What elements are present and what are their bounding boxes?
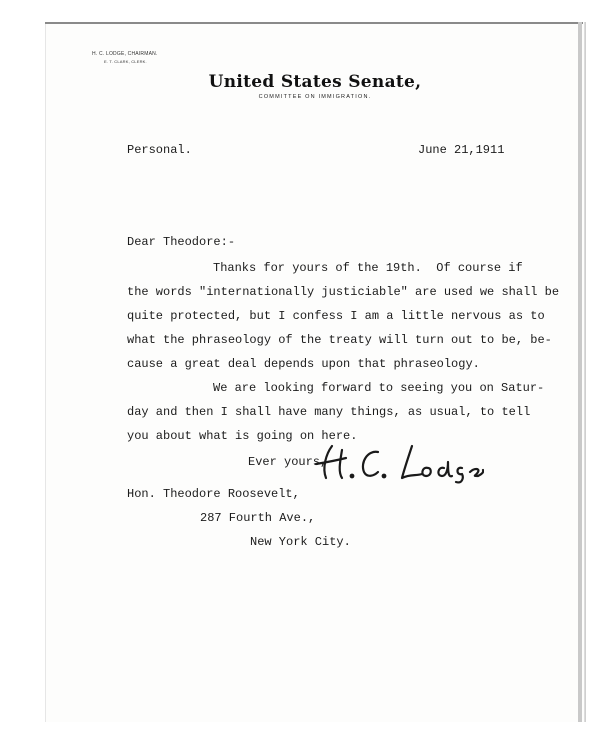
letterhead-title: United States Senate, bbox=[208, 72, 422, 92]
body-line: We are looking forward to seeing you on Satur- bbox=[213, 381, 545, 395]
letterhead-officers bbox=[92, 50, 158, 66]
body-line: the words "internationally justiciable" are used we shall be bbox=[127, 285, 560, 299]
sheet-top-edge bbox=[45, 22, 583, 24]
masthead bbox=[0, 72, 600, 100]
personal-label: Personal. bbox=[127, 143, 192, 157]
body-line: quite protected, but I confess I am a little nervous as to bbox=[127, 309, 545, 323]
closing: Ever yours, bbox=[248, 455, 328, 469]
committee-name: COMMITTEE ON IMMIGRATION. bbox=[258, 94, 372, 100]
salutation: Dear Theodore:- bbox=[127, 235, 236, 249]
clerk-line: E. T. CLARK, CLERK. bbox=[104, 59, 147, 64]
body-line: Thanks for yours of the 19th. Of course if bbox=[213, 261, 523, 275]
body-line: you about what is going on here. bbox=[127, 429, 358, 443]
body-line: day and then I shall have many things, as usual, to tell bbox=[127, 405, 531, 419]
addressee-street: 287 Fourth Ave., bbox=[200, 511, 316, 525]
body-line: cause a great deal depends upon that phraseology. bbox=[127, 357, 480, 371]
letter-date: June 21,1911 bbox=[418, 143, 505, 157]
handwritten-signature bbox=[312, 440, 484, 484]
addressee-city: New York City. bbox=[250, 535, 351, 549]
addressee-name: Hon. Theodore Roosevelt, bbox=[127, 487, 300, 501]
sheet-right-edge bbox=[578, 22, 582, 722]
body-line: what the phraseology of the treaty will turn out to be, be- bbox=[127, 333, 552, 347]
chairman-line: H. C. LODGE, CHAIRMAN. bbox=[92, 51, 158, 57]
